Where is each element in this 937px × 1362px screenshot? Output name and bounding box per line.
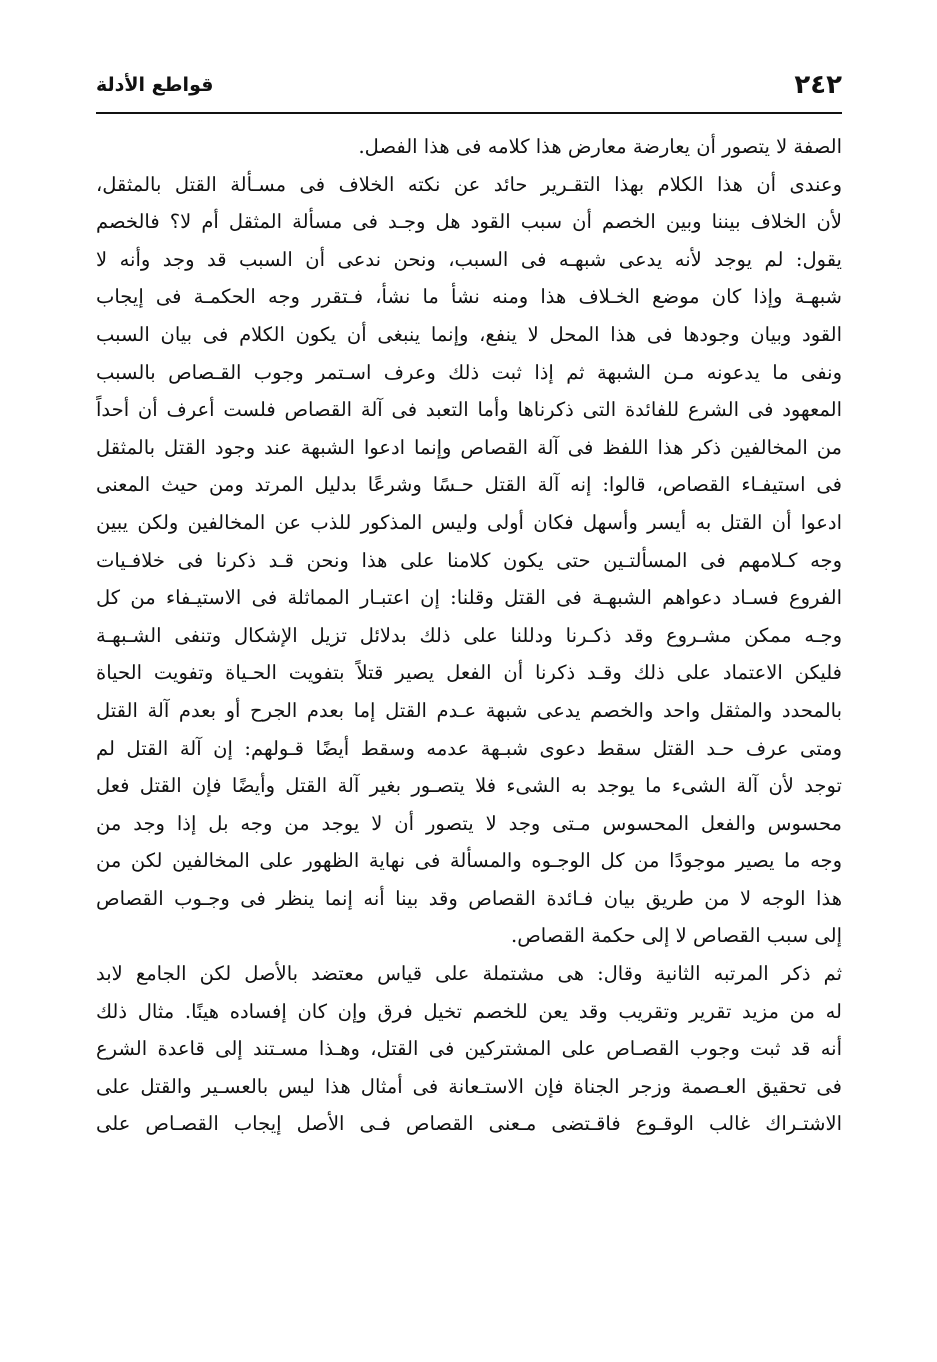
- text-line: ونفى ما يدعونه مـن الشبهة ثم إذا ثبت ذلك وعرف اسـتمر وجوب القـصاص بالسبب: [96, 360, 842, 384]
- text-line: الاشتـراك غالب الوقـوع فاقـتضى مـعنى القصاص فـى الأصل إيجاب القصـاص على: [96, 1112, 842, 1136]
- header-rule: [96, 112, 842, 114]
- text-line: هذا الوجه لا من طريق بيان فـائدة القصاص وقد بينا أنه إنما ينظر فى وجـوب القصاص: [96, 886, 842, 910]
- text-line: وجه كـلامهم فى المسألتـين حتى يكون كلامنا على هذا ونحن قـد ذكرنا فى خلافـيات: [96, 548, 842, 572]
- text-line: الفروع فسـاد دعواهم الشبهـة فى القتل وقلنا: إن اعتبـار المماثلة فى الاستيـفاء من كل: [96, 586, 842, 610]
- page-number: ٢٤٢: [794, 70, 842, 100]
- text-line: فليكن الاعتماد على ذلك وقـد ذكرنا أن الفعل يصير قتلاً بتفويت الحـياة وتفويت الحياة: [96, 661, 842, 685]
- text-line: القود وبيان وجودها فى هذا المحل لا ينفع، وإنما ينبغى أن يكون الكلام فى بيان السبب: [96, 322, 842, 346]
- text-line: المعهود فى الشرع للفائدة التى ذكرناها وأما التعبد فى آلة القصاص فلست أعرف أن أحداً: [96, 398, 842, 422]
- body-text: [96, 128, 842, 1143]
- text-line: وعندى أن هذا الكلام بهذا التقـرير حائد عن نكته الخلاف فى مسـألة القتل بالمثقل،: [96, 172, 842, 196]
- text-line: ومتى عرف حـد القتل سقط دعوى شبـهة عدمه وسقط أيضًا قـولهم: إن آلة القتل لم: [96, 736, 842, 760]
- running-title: قواطع الأدلة: [96, 74, 214, 96]
- text-line: إلى سبب القصاص لا إلى حكمة القصاص.: [511, 924, 842, 948]
- text-line: من المخالفين ذكر هذا اللفظ فى آلة القصاص وإنما ادعوا الشبهة عند وجود القتل بالمثقل: [96, 435, 842, 459]
- text-line: ادعوا أن القتل به أيسر وأسهل فكان أولى وليس المذكور للذب عن المخالفين ولكن يبين: [96, 510, 842, 534]
- text-line: لأن الخلاف بيننا وبين الخصم أن سبب القود هل وجـد فى مسألة المثقل أم لا؟ فالخصم: [96, 210, 842, 234]
- text-line: توجد لأن آلة الشىء ما يوجد به الشىء فلا يتصـور بغير آلة القتل وأيضًا فإن القتل فعل: [96, 774, 842, 798]
- text-line: له من مزيد تقرير وتقريب وقد يعن للخصم تخيل فرق وإن كان إفساده هينًا. مثال ذلك: [96, 999, 842, 1023]
- text-line: فى تحقيق العـصمة وزجر الجناة فإن الاستـعانة فى أمثال هذا ليس بالعسـير والقتل على: [96, 1074, 842, 1098]
- text-line: بالمحدد والمثقل واحد والخصم يدعى شبهة عـدم القتل إما بعدم الجرح أو بعدم آلة القتل: [96, 698, 842, 722]
- text-line: الصفة لا يتصور أن يعارضة معارض هذا كلامه فى هذا الفصل.: [358, 135, 842, 158]
- text-line: فى استيفـاء القصاص، قالوا: إنه آلة القتل حـسًا وشرعًا بدليل المرتد ومن حيث المعنى: [96, 473, 842, 497]
- text-line: محسوس والفعل المحسوس مـتى وجد لا يتصور أن لا يوجد من وجه بل إذا وجد من: [96, 811, 842, 835]
- text-line: أنه قد ثبت وجوب القصـاص على المشتركين فى القتل، وهـذا مسـتند إلى قاعدة الشرع: [96, 1037, 842, 1061]
- text-line: وجـه ممكن مشـروع وقد ذكـرنا ودللنا على ذلك بدلائل تزيل الإشكال وتنفى الشـبهـة: [96, 623, 842, 647]
- text-line: يقول: لم يوجد لأنه يدعى شبهـه فى السبب، ونحن ندعى أن السبب قد وجد وأنه لا: [96, 247, 842, 271]
- text-line: شبهـة وإذا كان موضع الخـلاف هذا ومنه نشأ ما نشأ، فـتقرر وجه الحكمـة فى إيجاب: [96, 285, 842, 309]
- text-line: وجه ما يصير موجودًا من كل الوجـوه والمسألة فى نهاية الظهور على المخالفين لكن من: [96, 849, 842, 873]
- page-header: [96, 66, 842, 106]
- text-line: ثم ذكر المرتبه الثانية وقال: هى مشتملة على قياس معتضد بالأصل لكن الجامع لابد: [96, 962, 842, 986]
